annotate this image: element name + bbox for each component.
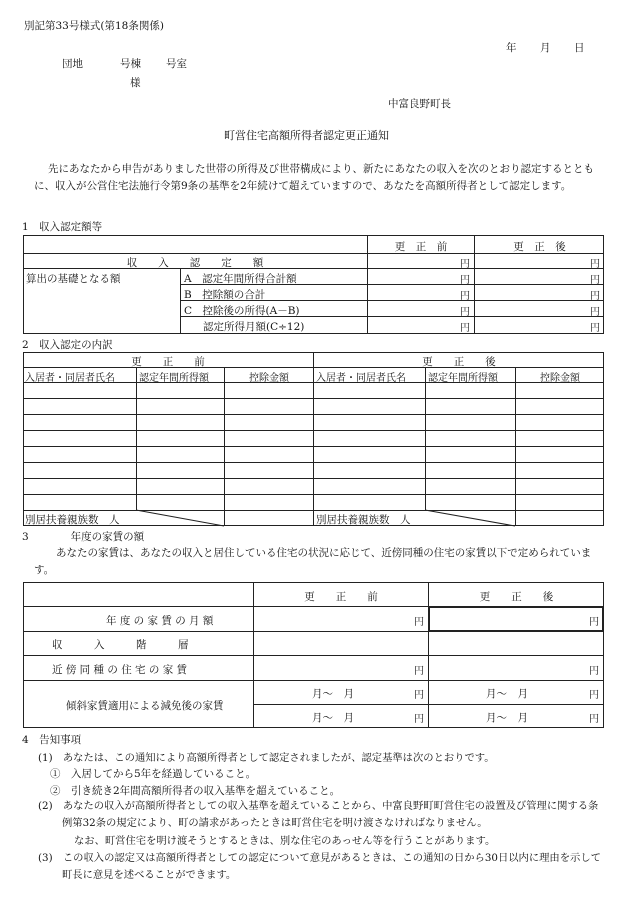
yen-unit: 円 bbox=[414, 617, 424, 628]
yen-unit: 円 bbox=[460, 307, 470, 318]
rent-col-after: 更 正 後 bbox=[479, 591, 554, 603]
income-row-b: B 控除額の合計 bbox=[184, 289, 266, 301]
yen-unit: 円 bbox=[414, 666, 424, 677]
address-danchi-label: 団地 bbox=[62, 58, 83, 70]
notice-item-1a: ① 入居してから5年を経過していること。 bbox=[50, 768, 257, 780]
yen-unit: 円 bbox=[460, 259, 470, 270]
period-range: 月～ 月 bbox=[312, 688, 354, 700]
intro-paragraph: 先にあなたから申告がありました世帯の所得及び世帯構成により、新たにあなたの収入を次のとおり認定するとともに、収入が公営住宅法施行令第9条の基準を2年続けて超えていますので、あなたを高額所得者として認定します。 bbox=[34, 163, 594, 192]
row-monthly-rent: 年 度 の 家 賃 の 月 額 bbox=[106, 615, 214, 627]
yen-unit: 円 bbox=[589, 690, 599, 701]
notice-item-2b: なお、町営住宅を明け渡そうとするときは、別な住宅のあっせん等を行うことがあります。 bbox=[74, 835, 496, 847]
separate-dependents-label: 別居扶養親族数 人 bbox=[25, 514, 120, 526]
yen-unit: 円 bbox=[460, 323, 470, 334]
notice-item-1b: ② 引き続き2年間高額所得者の収入基準を超えていること。 bbox=[50, 785, 341, 797]
row-nearby-rent: 近 傍 同 種 の 住 宅 の 家 賃 bbox=[52, 664, 188, 676]
yen-unit: 円 bbox=[589, 714, 599, 725]
row-sloped-rent: 傾斜家賃適用による減免後の家賃 bbox=[66, 700, 224, 712]
period-range: 月～ 月 bbox=[486, 688, 528, 700]
address-building-label: 号棟 bbox=[120, 58, 141, 70]
date-month-label: 月 bbox=[540, 42, 551, 54]
income-col-after: 更 正 後 bbox=[513, 241, 566, 253]
addressee-honorific: 様 bbox=[130, 77, 141, 89]
notice-item-2: (2) あなたの収入が高額所得者としての収入基準を超えていることから、中富良野町町営住宅の設置及び管理に関する条例第32条の規定により、町の請求があったときは町営住宅を明け渡さなければなりません。 bbox=[38, 800, 599, 829]
separate-dependents-label: 別居扶養親族数 人 bbox=[316, 514, 411, 526]
yen-unit: 円 bbox=[414, 690, 424, 701]
yen-unit: 円 bbox=[414, 714, 424, 725]
footer-diagonal-line bbox=[136, 510, 224, 526]
address-room-label: 号室 bbox=[166, 58, 187, 70]
yen-unit: 円 bbox=[590, 323, 600, 334]
notice-item-3: (3) この収入の認定又は高額所得者としての認定について意見があるときは、この通知の日から30日以内に理由を示して町長に意見を述べることができます。 bbox=[38, 852, 601, 881]
col-deduction: 控除金額 bbox=[249, 373, 289, 384]
income-col-before: 更 正 前 bbox=[394, 241, 448, 253]
col-annual-income: 認定年間所得額 bbox=[428, 373, 498, 384]
footer-diagonal-line bbox=[425, 510, 515, 526]
section1-heading: 1 収入認定額等 bbox=[22, 221, 103, 233]
yen-unit: 円 bbox=[460, 275, 470, 286]
yen-unit: 円 bbox=[460, 291, 470, 302]
period-range: 月～ 月 bbox=[312, 712, 354, 724]
yen-unit: 円 bbox=[590, 259, 600, 270]
income-row-c: C 控除後の所得(A－B) bbox=[184, 305, 300, 317]
form-number: 別記第33号様式(第18条関係) bbox=[24, 20, 164, 32]
income-row-monthly: 認定所得月額(C÷12) bbox=[203, 321, 305, 333]
section3-heading: 3 年度の家賃の額 bbox=[22, 531, 145, 543]
income-row-header: 収 入 認 定 額 bbox=[126, 257, 264, 269]
breakdown-group-before: 更 正 前 bbox=[131, 356, 205, 368]
rent-col-before: 更 正 前 bbox=[304, 591, 378, 603]
yen-unit: 円 bbox=[590, 307, 600, 318]
date-year-label: 年 bbox=[506, 42, 517, 54]
period-range: 月～ 月 bbox=[486, 712, 528, 724]
yen-unit: 円 bbox=[590, 275, 600, 286]
row-income-level: 収 入 階 層 bbox=[52, 639, 189, 651]
income-basis-label: 算出の基礎となる額 bbox=[26, 273, 121, 285]
rent-after-highlight-cell bbox=[428, 606, 604, 632]
document-title: 町営住宅高額所得者認定更正通知 bbox=[224, 129, 389, 142]
col-annual-income: 認定年間所得額 bbox=[139, 373, 209, 384]
income-row-a: A 認定年間所得合計額 bbox=[184, 273, 297, 285]
col-deduction: 控除金額 bbox=[540, 373, 580, 384]
yen-unit: 円 bbox=[589, 617, 599, 628]
issuer-name: 中富良野町長 bbox=[388, 98, 451, 110]
notice-item-1: (1) あなたは、この通知により高額所得者として認定されましたが、認定基準は次のとおりです。 bbox=[38, 752, 495, 764]
section2-heading: 2 収入認定の内訳 bbox=[22, 339, 113, 351]
yen-unit: 円 bbox=[590, 291, 600, 302]
col-resident-name: 入居者・同居者氏名 bbox=[316, 373, 406, 384]
col-resident-name: 入居者・同居者氏名 bbox=[25, 373, 115, 384]
yen-unit: 円 bbox=[589, 666, 599, 677]
section4-heading: 4 告知事項 bbox=[22, 734, 82, 746]
breakdown-group-after: 更 正 後 bbox=[422, 356, 496, 368]
rent-paragraph: あなたの家賃は、あなたの収入と居住している住宅の状況に応じて、近傍同種の住宅の家賃以下で定められています。 bbox=[34, 547, 592, 576]
date-day-label: 日 bbox=[574, 42, 585, 54]
